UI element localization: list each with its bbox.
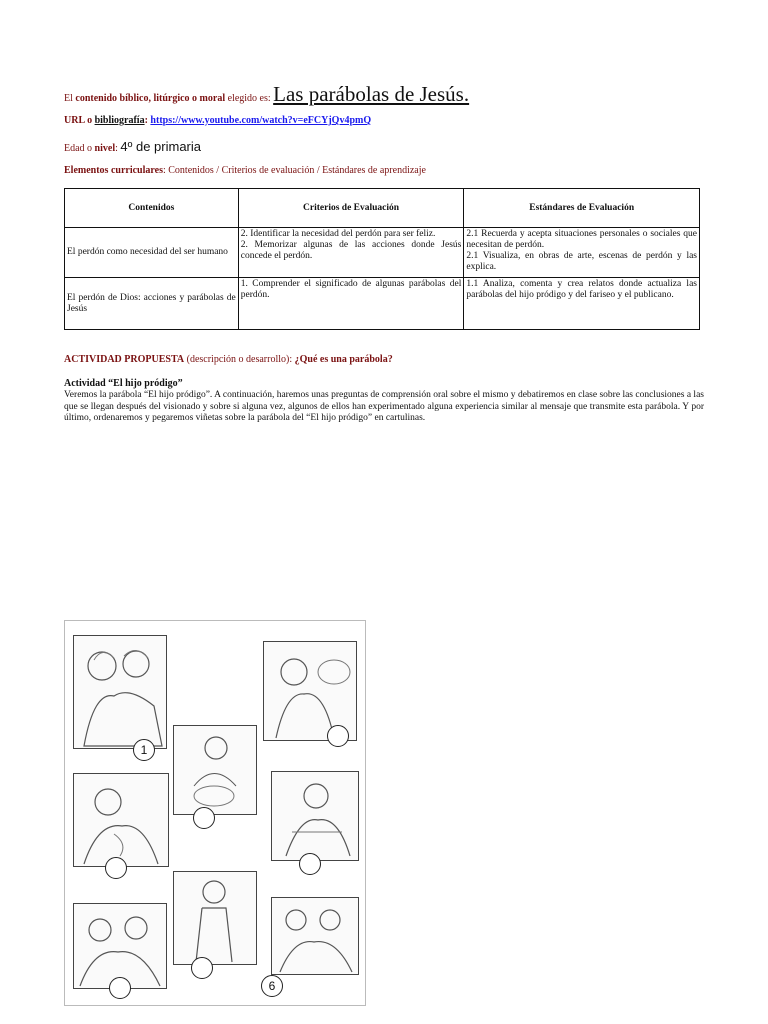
table-row [65,228,700,278]
table-row [65,278,700,330]
feast-sketch [272,772,358,860]
header-contenidos: Contenidos [65,189,239,228]
row1-estandar-1: 2.1 Recuerda y acepta situaciones personales o sociales que necesitan de perdón. [466,229,697,250]
panel-number-circle [191,957,213,979]
comic-panel [73,635,167,749]
age-colon: : [115,143,121,154]
age-or: o [84,143,95,154]
url-line [64,115,371,126]
panel-number-circle [109,977,131,999]
comic-panel [173,871,257,965]
panel-number-circle [299,853,321,875]
age-value: 4º de primaria [120,139,202,154]
comic-panel [271,897,359,975]
row1-estandar-2: 2.1 Visualiza, en obras de arte, escenas de perdón y las explica. [466,251,697,272]
activity-desc: (descripción o desarrollo): [184,354,295,365]
comic-panel [73,773,169,867]
father-son-sketch [74,636,166,748]
row2-contenido: El perdón de Dios: acciones y parábolas de Jesús [65,278,239,330]
row1-criterio-1: 2. Identificar la necesidad del perdón para ser feliz. [240,229,436,239]
comic-panel [271,771,359,861]
age-label: Edad [64,143,85,154]
row2-criterio [238,278,464,330]
comic-panel [173,725,257,815]
panel-number-circle [105,857,127,879]
panel-number-1: 1 [133,739,155,761]
panel-number-6: 6 [261,975,283,997]
prefix-text: El [64,93,76,104]
curricular-line [64,165,426,176]
curricular-label: Elementos curriculares [64,165,163,176]
curricular-value: : Contenidos / Criterios de evaluación / Estándares de aprendizaje [162,165,426,176]
row1-contenido: El perdón como necesidad del ser humano [65,228,239,278]
panel-number-circle [193,807,215,829]
row2-estandar-1: 1.1 Analiza, comenta y crea relatos donde actualiza las parábolas del hijo pródigo y del fariseo y el publicano. [466,279,697,300]
bibliography-label: bibliografía [94,115,145,126]
content-label: contenido bíblico, litúrgico o moral [75,93,226,104]
chosen-label: elegido es: [225,93,274,104]
header-criterios: Criterios de Evaluación [238,189,464,228]
level-label: nivel [94,143,116,154]
row2-estandar [464,278,700,330]
panel-number-circle [327,725,349,747]
row2-criterio-1: 1. Comprender el significado de algunas parábolas del perdón. [240,279,462,300]
walking-son-sketch [174,872,256,964]
comic-worksheet-image [64,620,366,1006]
embrace-sketch [74,774,168,866]
activity-text: Veremos la parábola “El hijo pródigo”. A continuación, haremos unas preguntas de comprensión oral sobre el mismo y debatiremos en clase sobre las conclusiones a las que se llegan después del visionado y sobre si alguna vez, algunos de ellos han experimentado alguna experiencia similar al mensaje que transmite esta parábola. Y por último, ordenaremos y pegaremos viñetas sobre la parábola del “El hijo pródigo” en cartulinas. [64,390,704,423]
video-link[interactable]: https://www.youtube.com/watch?v=eFCYjQv4pmQ [150,115,372,126]
url-or: o [84,115,95,126]
celebration-sketch [272,898,358,974]
activity-title: Actividad “El hijo pródigo” [64,378,183,389]
page-title: Las parábolas de Jesús. [273,82,470,106]
curricular-table [64,188,700,330]
pigs-sketch [174,726,256,814]
header-estandares: Estándares de Evaluación [464,189,700,228]
age-line [64,139,201,154]
row1-estandar [464,228,700,278]
url-colon: : [144,115,151,126]
activity-line [64,354,393,365]
url-label: URL [64,115,85,126]
activity-label: ACTIVIDAD PROPUESTA [64,354,185,365]
row1-criterio [238,228,464,278]
row1-criterio-2: 2. Memorizar algunas de las acciones donde Jesús concede el perdón. [240,240,462,261]
activity-question: ¿Qué es una parábola? [294,354,393,365]
content-line [64,82,469,107]
table-header-row [65,189,700,228]
crowd-sketch [74,904,166,988]
